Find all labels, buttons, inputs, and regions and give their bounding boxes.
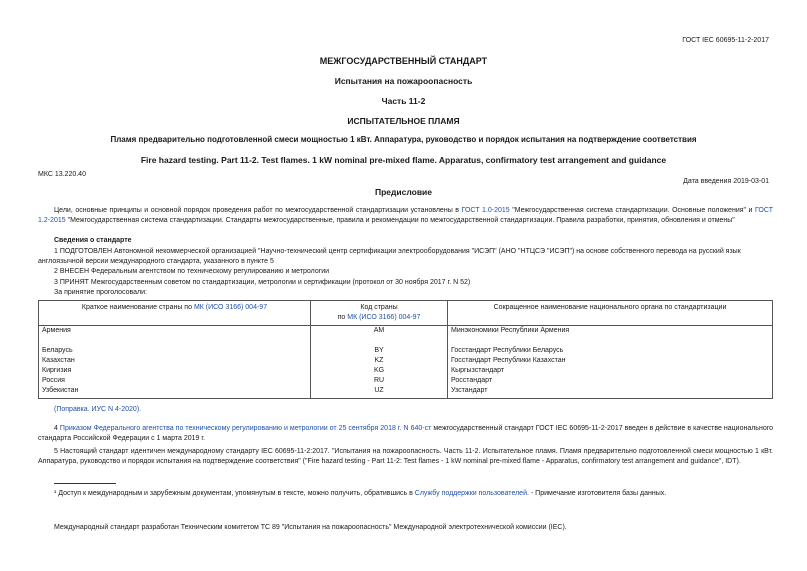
voting-table (38, 300, 773, 399)
footnote-text-1: ¹ Доступ к международным и зарубежным документам, упомянутым в тексте, можно получить, обратившись в (54, 490, 415, 497)
country-cell: Армения (39, 326, 311, 346)
code-cell: RU (311, 376, 448, 386)
info-item-1: 1 ПОДГОТОВЛЕН Автономной некоммерческой организацией "Научно-технический центр сертификации электрооборудования "ИСЭП" (АНО "НТЦСЭ "ИСЭП") на основе собственного перевода на русский язык англоязычной версии международного стандарта, указанного в пункте 5 (38, 248, 741, 265)
org-cell: Госстандарт Республики Казахстан (448, 356, 773, 366)
table-row (39, 376, 773, 386)
info-item-5: 5 Настоящий стандарт идентичен международному стандарту IEC 60695-11-2:2017. "Испытания на пожароопасность. Часть 11-2. Испытательное пламя. Пламя предварительно подготовленной смеси мощностью 1 кВт. Аппаратура, руководство и порядок испытания на подтверждение соответствия" ("Fire hazard testing - Part 11-2: Test flames - 1 kW nominal pre-mixed flame - Apparatus, confirmatory test arrangement and guidance", IDT). (38, 448, 773, 465)
main-title: ИСПЫТАТЕЛЬНОЕ ПЛАМЯ (347, 116, 460, 126)
order-link[interactable]: Приказом Федерального агентства по техническому регулированию и метрологии от 25 сентября 2018 г. N 640-ст (59, 425, 432, 432)
introduction-date: Дата введения 2019-03-01 (683, 178, 769, 185)
preface-text-2: "Межгосударственная система стандартизации. Основные положения" и (509, 207, 756, 214)
standard-info-heading: Сведения о стандарте (54, 237, 132, 244)
code-cell: AM (311, 326, 448, 346)
english-title: Fire hazard testing. Part 11-2. Test flames. 1 kW nominal pre-mixed flame. Apparatus, confirmatory test arrangement and guidance (140, 155, 667, 165)
gost-1-0-link[interactable]: ГОСТ 1.0-2015 (461, 207, 510, 214)
footnote (54, 490, 666, 497)
mk-iso-link[interactable]: МК (ИСО 3166) 004-97 (347, 314, 421, 321)
org-cell: Госстандарт Республики Беларусь (448, 346, 773, 356)
code-cell: UZ (311, 386, 448, 399)
item-4-number: 4 (54, 425, 60, 432)
table-row (39, 346, 773, 356)
table-row (39, 356, 773, 366)
standard-type-title: МЕЖГОСУДАРСТВЕННЫЙ СТАНДАРТ (319, 56, 488, 66)
russian-title: Пламя предварительно подготовленной смеси мощностью 1 кВт. Аппаратура, руководство и порядок испытания на подтверждение соответствия (110, 135, 697, 144)
org-cell: Минэкономики Республики Армения (448, 326, 773, 346)
code-cell: KZ (311, 356, 448, 366)
country-cell: Киргизия (39, 366, 311, 376)
code-cell: KG (311, 366, 448, 376)
column-header-organization: Сокращенное наименование национального органа по стандартизации (448, 301, 773, 326)
committee-note: Международный стандарт разработан Техническим комитетом ТС 89 "Испытания на пожароопасность" Международной электротехнической комиссии (IEC). (54, 524, 567, 531)
info-item-4 (38, 424, 773, 444)
voted-label: За принятие проголосовали: (54, 289, 147, 296)
country-cell: Беларусь (39, 346, 311, 356)
table-row (39, 326, 773, 346)
mks-code: МКС 13.220.40 (38, 171, 86, 178)
table-row (39, 366, 773, 376)
footnote-text-2: . - Примечание изготовителя базы данных. (527, 490, 667, 497)
column-header-code: Код страны по МК (ИСО 3166) 004-97 (311, 301, 448, 326)
preface-text-1: Цели, основные принципы и основной порядок проведения работ по межгосударственной стандартизации установлены в (54, 207, 462, 214)
series-title: Испытания на пожароопасность (334, 76, 473, 86)
preface-heading: Предисловие (374, 187, 433, 197)
country-cell: Россия (39, 376, 311, 386)
column-header-country: Краткое наименование страны по МК (ИСО 3166) 004-97 (39, 301, 311, 326)
org-cell: Кыргызстандарт (448, 366, 773, 376)
country-cell: Казахстан (39, 356, 311, 366)
mk-iso-link[interactable]: МК (ИСО 3166) 004-97 (193, 304, 268, 311)
preface-text-3: "Межгосударственная система стандартизации. Стандарты межгосударственные, правила и рекомендации по межгосударственной стандартизации. Правила разработки, принятия, обновления и отмены" (65, 217, 735, 224)
info-item-3: 3 ПРИНЯТ Межгосударственным советом по стандартизации, метрологии и сертификации (протокол от 30 ноября 2017 г. N 52) (54, 279, 471, 286)
gost-1-2-link[interactable]: ГОСТ 1.2-2015 (38, 207, 773, 224)
document-code: ГОСТ IEC 60695-11-2-2017 (682, 37, 769, 44)
footnote-divider (54, 483, 116, 484)
amendment-link[interactable]: (Поправка. ИУС N 4-2020). (54, 406, 142, 413)
table-row (39, 386, 773, 399)
part-title: Часть 11-2 (381, 96, 426, 106)
country-cell: Узбекистан (39, 386, 311, 399)
item-4-text: межгосударственный стандарт ГОСТ IEC 60695-11-2-2017 введен в действие в качестве национального стандарта Российской Федерации с 1 марта 2019 г. (38, 425, 774, 442)
preface-paragraph (38, 206, 773, 226)
org-cell: Узстандарт (448, 386, 773, 399)
org-cell: Росстандарт (448, 376, 773, 386)
support-service-link[interactable]: Службу поддержки пользователей (414, 490, 527, 497)
code-cell: BY (311, 346, 448, 356)
info-item-2: 2 ВНЕСЕН Федеральным агентством по техническому регулированию и метрологии (54, 268, 330, 275)
